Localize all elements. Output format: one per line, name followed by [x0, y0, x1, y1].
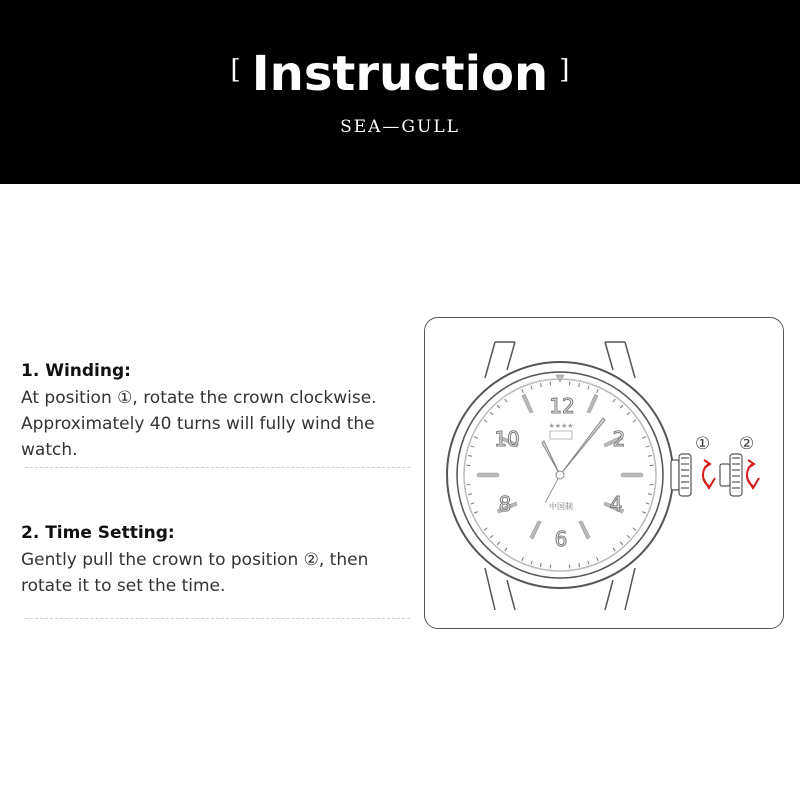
center-pin: [556, 471, 564, 479]
title-bracket-close: ]: [559, 55, 570, 85]
header-banner: [0, 0, 800, 184]
watch-illustration: [425, 318, 785, 630]
dial-logo-box: [550, 431, 572, 439]
numeral-2: 2: [612, 427, 626, 451]
divider: [25, 467, 410, 468]
numeral-10: 10: [494, 427, 520, 451]
brand-logo-text: SEA—GULL: [340, 117, 460, 137]
position-2-label: ②: [739, 434, 755, 454]
numeral-8: 8: [498, 492, 512, 516]
numeral-4: 4: [609, 492, 623, 516]
second-hand: [545, 475, 560, 503]
clockwise-arrow-icon: [703, 460, 715, 488]
hour-hand: [542, 441, 560, 475]
numeral-12: 12: [549, 394, 575, 418]
step-heading: 2. Time Setting:: [21, 523, 175, 543]
step-text: Gently pull the crown to position ②, then rotate it to set the time.: [21, 550, 369, 596]
title-row: [0, 46, 800, 102]
position-1-label: ①: [695, 434, 711, 454]
crown-position-1-icon: [671, 454, 691, 496]
dial-stars-logo: ★★★★: [548, 422, 574, 430]
watch-illustration-panel: [424, 317, 784, 629]
numeral-6: 6: [554, 527, 568, 551]
crown-position-2-icon: [720, 454, 742, 496]
page-title: Instruction: [251, 46, 549, 102]
divider: [25, 618, 410, 619]
step-time-setting: [21, 523, 416, 599]
title-bracket-open: [: [230, 55, 241, 85]
step-winding: [21, 361, 416, 463]
rotate-arrow-icon: [747, 460, 759, 488]
dial-brand-text: 中国制: [549, 502, 573, 511]
step-heading: 1. Winding:: [21, 361, 131, 381]
step-text: At position ①, rotate the crown clockwise. Approximately 40 turns will fully wind the watch.: [21, 388, 377, 460]
